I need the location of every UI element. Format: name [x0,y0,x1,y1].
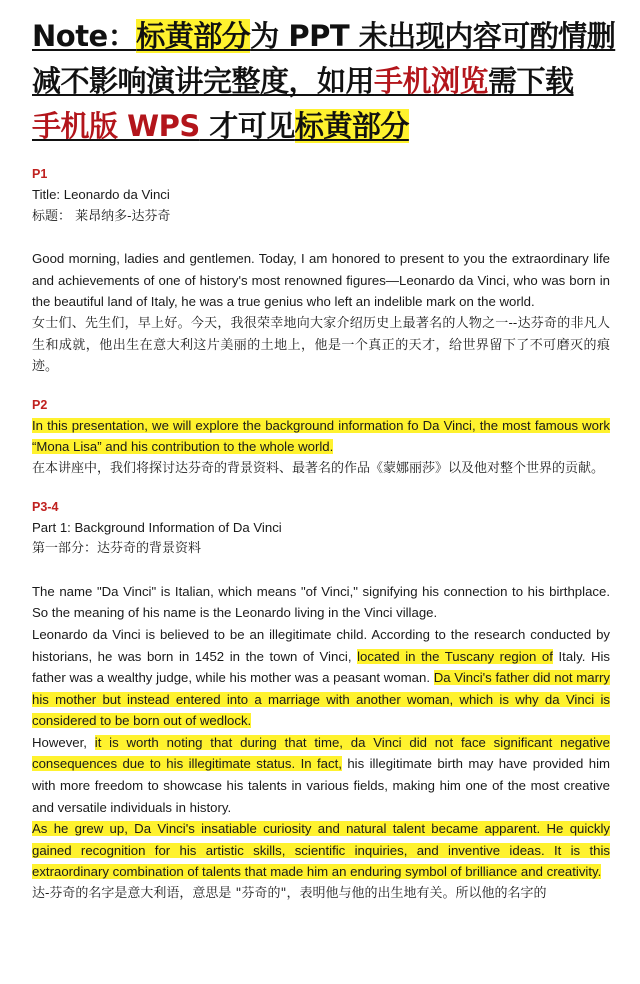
para3-text-a: However, [32,734,95,750]
document-body [32,164,610,905]
p34-para-4 [32,818,610,883]
p34-para-5-zh: 达-芬奇的名字是意大利语，意思是 "芬奇的"，表明他与他的出生地有关。所以他的名字的 [32,886,547,902]
section-tag-p3-4: P3-4 [32,499,59,514]
para2-text-a: Leonardo da Vinci is believed to be an illegitimate child. According to the research conducted by historians, he was born in 1452 in the town of Vinci, [32,626,610,664]
para3-text-c: his illegitimate birth may have provided him with more freedom to showcase his talents in various fields, making him one of the most creative and versatile individuals in history. [32,756,610,815]
para3-highlight-b: it is worth noting that during that time, da Vinci did not face significant negative consequences due to his illegitimate status. In fact, [32,734,610,772]
para2-highlight-d: Da Vinci's father did not marry his mother but instead entered into a marriage with another woman, which is why da Vinci is considered to be born out of wedlock. [32,670,610,729]
note-red-2: 手机版 WPS [32,109,200,143]
note-text-1: 为 PPT 未出现内容可酌情删减不影响演讲完整度，如用 [32,19,616,98]
para2-text-c: Italy. His father was a wealthy judge, while his mother was a peasant woman. [32,648,611,686]
note-banner [32,14,622,149]
p34-para-2 [32,624,610,732]
para2-highlight-b: located in the Tuscany region of [357,648,553,664]
note-text-3: 才可见 [199,109,295,143]
p34-para-3 [32,732,610,818]
p2-body-zh: 在本讲座中，我们将探讨达芬奇的背景资料、最著名的作品《蒙娜丽莎》以及他对整个世界的贡献。 [32,460,605,476]
part-heading-en: Part 1: Background Information of Da Vinci [32,519,282,535]
section-tag-p1: P1 [32,167,48,181]
section-tag-p2: P2 [32,397,48,412]
title-zh: 标题： 莱昂纳多-达芬奇 [32,208,171,224]
note-text-2: 需下载 [488,64,574,98]
p2-body-en [32,415,610,458]
title-en: Title: Leonardo da Vinci [32,187,170,202]
note-highlight-2: 标黄部分 [294,109,409,143]
note-red-1: 手机浏览 [374,64,489,98]
p34-para-1: The name "Da Vinci" is Italian, which means "of Vinci," signifying his connection to his birthplace. So the meaning of his name is the Leonardo living in the Vinci village. [32,583,610,621]
p1-body-zh: 女士们、先生们，早上好。今天，我很荣幸地向大家介绍历史上最著名的人物之一--达芬奇的非凡人生和成就，他出生在意大利这片美丽的土地上，他是一个真正的天才，给世界留下了不可磨灭的痕迹。 [32,315,610,375]
note-highlight-1: 标黄部分 [136,19,251,53]
p1-body-en: Good morning, ladies and gentlemen. Today, I am honored to present to you the extraordinary life and achievements of one of history's most renowned figures—Leonardo da Vinci, who was born in the beautiful land of Italy, he was a true genius who left an indelible mark on the world. [32,251,610,310]
note-label: Note： [32,19,137,53]
p2-highlight: In this presentation, we will explore the background information fo Da Vinci, the most famous work “Mona Lisa” and his contribution to the whole world. [32,417,610,455]
para4-highlight: As he grew up, Da Vinci's insatiable curiosity and natural talent became apparent. He quickly gained recognition for his artistic skills, scientific inquiries, and inventive ideas. It is this extraordinary combination of talents that made him an enduring symbol of brilliance and creativity. [32,821,610,880]
part-heading-zh: 第一部分：达芬奇的背景资料 [32,541,202,557]
